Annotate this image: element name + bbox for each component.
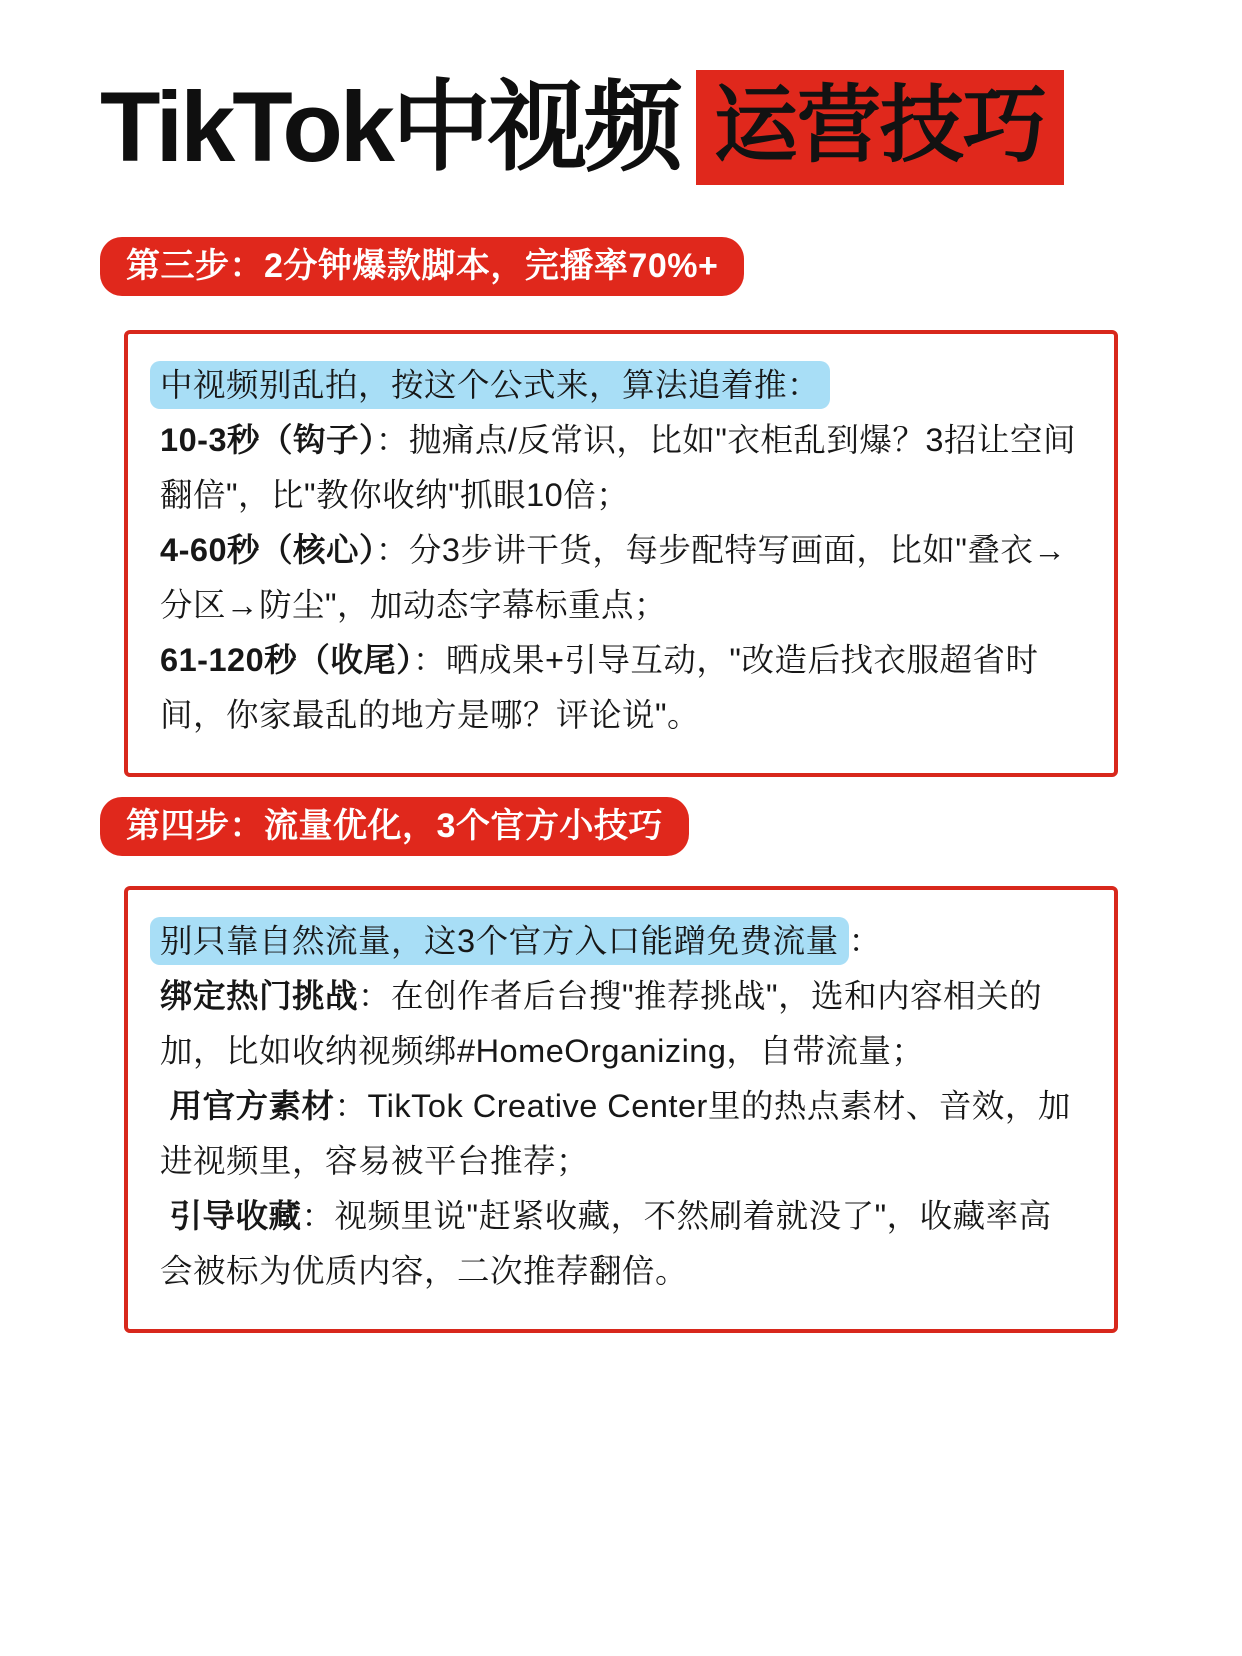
step3-badge-row	[100, 237, 1242, 296]
step3-highlight: 中视频别乱拍，按这个公式来，算法追着推：	[150, 361, 830, 409]
step4-item-challenge-lead: 绑定热门挑战	[160, 977, 359, 1014]
step3-item-ending	[160, 633, 1082, 743]
step4-content-box	[124, 886, 1118, 1333]
poster-page	[0, 70, 1242, 1656]
step4-item-material-lead: 用官方素材	[160, 1087, 335, 1124]
step4-badge-row	[100, 797, 1242, 856]
title-badge: 运营技巧	[696, 70, 1064, 185]
step3-item-ending-text: ：晒成果+引导互动，"改造后找衣服超省时间，你家最乱的地方是哪？评论说"。	[160, 641, 1039, 733]
step4-item-favorite-text: ：视频里说"赶紧收藏，不然刷着就没了"，收藏率高会被标为优质内容，二次推荐翻倍。	[160, 1197, 1052, 1289]
step3-item-hook	[160, 413, 1082, 523]
step4-item-material-text: ：TikTok Creative Center里的热点素材、音效，加进视频里，容易被平台推荐；	[160, 1087, 1071, 1179]
step3-item-ending-lead: 61-120秒（收尾）	[160, 641, 413, 678]
step3-item-core-text: ：分3步讲干货，每步配特写画面，比如"叠衣→分区→防尘"，加动态字幕标重点；	[160, 531, 1067, 623]
step3-badge: 第三步：2分钟爆款脚本，完播率70%+	[100, 237, 744, 296]
step3-item-core-lead: 4-60秒（核心）	[160, 531, 376, 568]
step4-highlight-line	[160, 914, 1082, 969]
step3-item-core	[160, 523, 1082, 633]
step3-content-box	[124, 330, 1118, 777]
step3-highlight-line	[160, 358, 1082, 413]
step4-item-material	[160, 1079, 1082, 1189]
title-text: TikTok中视频	[100, 70, 680, 182]
step4-item-favorite	[160, 1189, 1082, 1299]
step4-item-favorite-lead: 引导收藏	[160, 1197, 302, 1234]
step4-item-challenge-text: ：在创作者后台搜"推荐挑战"，选和内容相关的加，比如收纳视频绑#HomeOrganizing，自带流量；	[160, 977, 1043, 1069]
step4-highlight: 别只靠自然流量，这3个官方入口能蹭免费流量	[150, 917, 849, 965]
step3-item-hook-lead: 10-3秒（钩子）	[160, 421, 376, 458]
page-title	[100, 70, 1242, 185]
step4-item-challenge	[160, 969, 1082, 1079]
step4-badge: 第四步：流量优化，3个官方小技巧	[100, 797, 689, 856]
step3-item-hook-text: ：抛痛点/反常识，比如"衣柜乱到爆？3招让空间翻倍"，比"教你收纳"抓眼10倍；	[160, 421, 1076, 513]
step4-highlight-after: ：	[848, 922, 882, 959]
